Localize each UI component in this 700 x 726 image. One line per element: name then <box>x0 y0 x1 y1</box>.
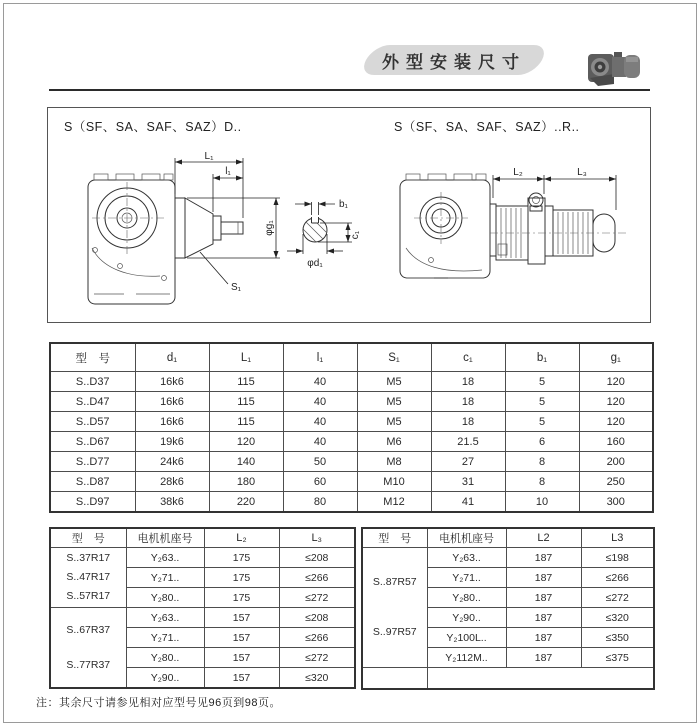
model-label: S..87R57 <box>372 576 417 588</box>
table-cell: Y₂80.. <box>126 648 204 668</box>
drawings-panel <box>47 107 651 323</box>
model-label: S..67R37 <box>66 623 111 636</box>
table-cell: 16k6 <box>135 392 209 412</box>
table-cell: 175 <box>204 548 279 568</box>
table-cell: 6 <box>505 432 579 452</box>
table-cell: 157 <box>204 668 279 689</box>
table-cell: 40 <box>283 372 357 392</box>
dim-g1-label: φg₁ <box>264 220 275 236</box>
model-label: S..77R37 <box>66 658 111 671</box>
table-cell: 10 <box>505 492 579 513</box>
table-cell: 60 <box>283 472 357 492</box>
table-cell: 19k6 <box>135 432 209 452</box>
table-cell: Y₂90.. <box>427 608 506 628</box>
dim-L3-label: L₃ <box>577 167 587 178</box>
table-cell: 300 <box>579 492 653 513</box>
table-cell: S..D47 <box>50 392 135 412</box>
table-cell: Y₂63.. <box>126 608 204 628</box>
dim-S1-label: S₁ <box>231 282 242 293</box>
table-cell: Y₂71.. <box>427 568 506 588</box>
col-header: L₃ <box>279 528 355 548</box>
table-cell: 31 <box>431 472 505 492</box>
table-cell: 50 <box>283 452 357 472</box>
table-cell: M5 <box>357 372 431 392</box>
table-cell: Y₂71.. <box>126 628 204 648</box>
right-drawing-label: S（SF、SA、SAF、SAZ）..R.. <box>394 120 580 134</box>
table-cell: 18 <box>431 412 505 432</box>
dim-L1-label: L₁ <box>204 152 214 162</box>
table-cell: 187 <box>506 548 581 568</box>
table-cell: 140 <box>209 452 283 472</box>
page-border <box>3 3 697 723</box>
table-cell: 18 <box>431 392 505 412</box>
main-dimension-table <box>49 342 654 513</box>
table-cell: M12 <box>357 492 431 513</box>
col-header: 型 号 <box>362 528 427 548</box>
table-cell: Y₂112M.. <box>427 648 506 668</box>
table-cell: ≤350 <box>581 628 654 648</box>
table-cell: 16k6 <box>135 372 209 392</box>
table-cell: ≤375 <box>581 648 654 668</box>
table-cell: Y₂71.. <box>126 568 204 588</box>
table-cell: 120 <box>579 392 653 412</box>
footnote: 注：其余尺寸请参见相对应型号见96页到98页。 <box>36 697 281 709</box>
table-cell: ≤272 <box>279 588 355 608</box>
table-row <box>50 472 653 492</box>
col-header: S₁ <box>357 343 431 372</box>
col-header: L2 <box>506 528 581 548</box>
table-cell: 40 <box>283 392 357 412</box>
table-cell: 250 <box>579 472 653 492</box>
table-cell <box>362 668 427 689</box>
table-cell: 80 <box>283 492 357 513</box>
table-row <box>50 548 355 568</box>
table-cell: S..D67 <box>50 432 135 452</box>
table-cell: Y₂63.. <box>427 548 506 568</box>
table-cell: M6 <box>357 432 431 452</box>
model-label: S..97R57 <box>372 626 417 638</box>
motor-frame-table-left <box>49 527 356 689</box>
col-header: L₁ <box>209 343 283 372</box>
dim-l1-label: l₁ <box>225 166 231 177</box>
table-cell: 41 <box>431 492 505 513</box>
table-cell: 8 <box>505 452 579 472</box>
model-group-cell <box>362 548 427 668</box>
table-cell: ≤320 <box>581 608 654 628</box>
table-cell: 160 <box>579 432 653 452</box>
table-row <box>362 548 654 568</box>
table-cell: S..D37 <box>50 372 135 392</box>
col-header: l₁ <box>283 343 357 372</box>
table-cell: ≤320 <box>279 668 355 689</box>
gearmotor-photo <box>584 44 646 90</box>
dim-c1-label: c₁ <box>350 230 361 240</box>
table-cell: 40 <box>283 432 357 452</box>
table-cell: 24k6 <box>135 452 209 472</box>
col-header: 电机机座号 <box>126 528 204 548</box>
gearmotor-side-drawing <box>386 148 641 308</box>
table-cell: 27 <box>431 452 505 472</box>
table-cell: 120 <box>579 412 653 432</box>
table-header-row <box>50 528 355 548</box>
table-cell: 115 <box>209 412 283 432</box>
col-header: c₁ <box>431 343 505 372</box>
table-cell: 40 <box>283 412 357 432</box>
table-cell: Y₂63.. <box>126 548 204 568</box>
table-cell: ≤208 <box>279 608 355 628</box>
table-cell: M10 <box>357 472 431 492</box>
reducer-side-drawing <box>80 152 295 312</box>
model-group-cell <box>50 608 126 689</box>
table-cell: S..D77 <box>50 452 135 472</box>
table-cell: 187 <box>506 588 581 608</box>
table-row <box>50 608 355 628</box>
table-cell: 187 <box>506 648 581 668</box>
col-header: L3 <box>581 528 654 548</box>
motor-frame-table-right <box>361 527 655 690</box>
col-header: b₁ <box>505 343 579 372</box>
model-group-cell <box>50 548 126 608</box>
table-cell: 5 <box>505 392 579 412</box>
table-cell: 18 <box>431 372 505 392</box>
table-cell: S..D97 <box>50 492 135 513</box>
table-cell: 175 <box>204 588 279 608</box>
col-header: 电机机座号 <box>427 528 506 548</box>
table-cell: M8 <box>357 452 431 472</box>
table-row <box>50 392 653 412</box>
table-cell: 115 <box>209 372 283 392</box>
table-cell: S..D57 <box>50 412 135 432</box>
table-cell: 180 <box>209 472 283 492</box>
table-cell: 5 <box>505 372 579 392</box>
table-cell: 200 <box>579 452 653 472</box>
table-cell: 187 <box>506 608 581 628</box>
table-cell: ≤266 <box>279 568 355 588</box>
table-cell: 187 <box>506 568 581 588</box>
table-cell: 187 <box>506 628 581 648</box>
model-label: S..57R17 <box>66 590 111 602</box>
col-header: 型 号 <box>50 528 126 548</box>
header-divider <box>49 89 650 91</box>
table-cell: S..D87 <box>50 472 135 492</box>
table-cell: ≤198 <box>581 548 654 568</box>
table-cell: 21.5 <box>431 432 505 452</box>
dim-b1-label: b₁ <box>339 199 348 210</box>
shaft-section-drawing <box>278 194 370 278</box>
table-row <box>50 492 653 513</box>
table-cell: ≤272 <box>279 648 355 668</box>
table-cell: ≤272 <box>581 588 654 608</box>
table-row <box>50 432 653 452</box>
table-cell: 5 <box>505 412 579 432</box>
table-cell: 16k6 <box>135 412 209 432</box>
table-cell: M5 <box>357 392 431 412</box>
table-cell: 220 <box>209 492 283 513</box>
table-cell: ≤266 <box>279 628 355 648</box>
table-cell: ≤266 <box>581 568 654 588</box>
col-header: L₂ <box>204 528 279 548</box>
col-header: g₁ <box>579 343 653 372</box>
table-cell: M5 <box>357 412 431 432</box>
table-row <box>362 668 654 689</box>
table-cell: 157 <box>204 608 279 628</box>
table-cell: ≤208 <box>279 548 355 568</box>
table-cell: 28k6 <box>135 472 209 492</box>
table-cell: 120 <box>579 372 653 392</box>
table-cell <box>427 668 654 689</box>
dim-d1-label: φd₁ <box>307 258 323 269</box>
table-cell: 120 <box>209 432 283 452</box>
dim-L2-label: L₂ <box>513 167 523 178</box>
table-cell: Y₂80.. <box>427 588 506 608</box>
table-cell: 38k6 <box>135 492 209 513</box>
table-row <box>50 452 653 472</box>
table-cell: Y₂100L.. <box>427 628 506 648</box>
table-row <box>50 372 653 392</box>
table-cell: Y₂90.. <box>126 668 204 689</box>
page-title: 外型安装尺寸 <box>382 53 526 72</box>
table-row <box>50 412 653 432</box>
table-cell: Y₂80.. <box>126 588 204 608</box>
table-cell: 115 <box>209 392 283 412</box>
model-label: S..37R17 <box>66 552 111 564</box>
table-header-row <box>362 528 654 548</box>
table-cell: 157 <box>204 648 279 668</box>
col-header: d₁ <box>135 343 209 372</box>
model-label: S..47R17 <box>66 571 111 583</box>
col-header: 型 号 <box>50 343 135 372</box>
left-drawing-label: S（SF、SA、SAF、SAZ）D.. <box>64 120 242 134</box>
table-header-row <box>50 343 653 372</box>
table-cell: 157 <box>204 628 279 648</box>
table-cell: 175 <box>204 568 279 588</box>
table-cell: 8 <box>505 472 579 492</box>
